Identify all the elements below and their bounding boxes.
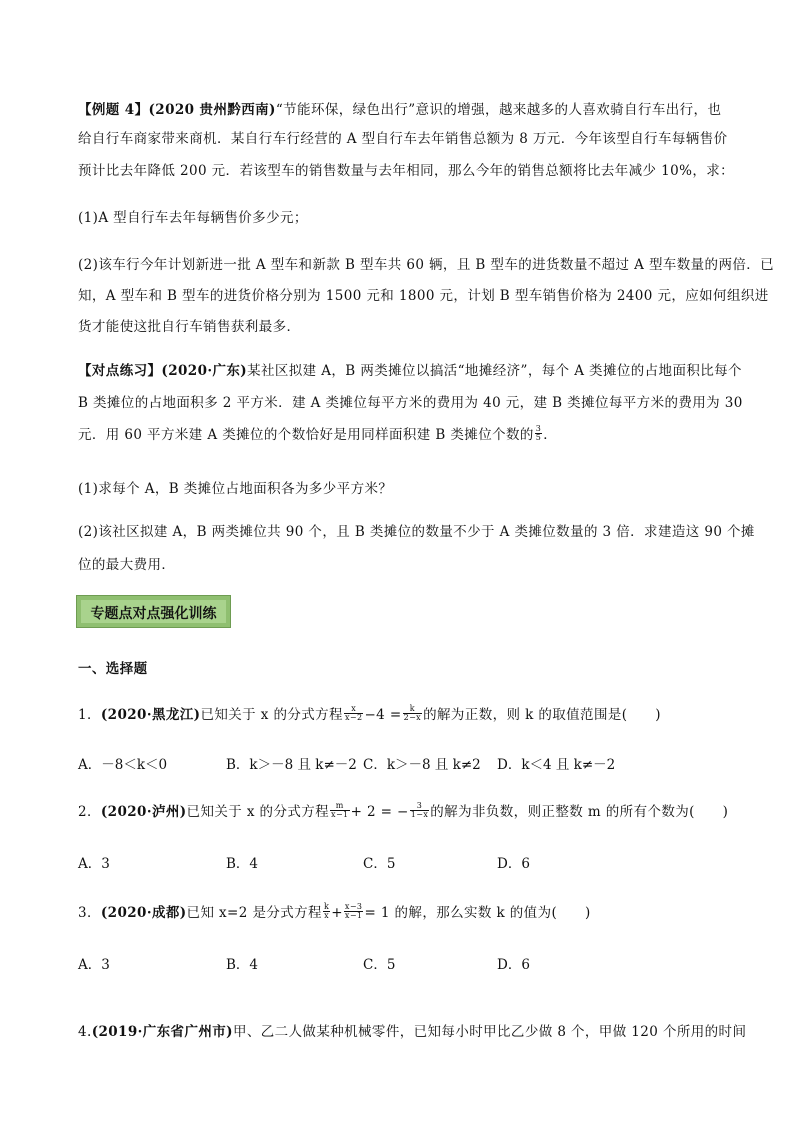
practice-question-2-line-2: 位的最大费用． [78, 557, 176, 573]
practice-question-1: (1)求每个 A，B 类摊位占地面积各为多少平方米？ [78, 481, 393, 497]
fraction-x-over-x-minus-2: $\frac{x}{x-2}$ [344, 704, 363, 722]
section-title: 一、选择题 [78, 661, 148, 677]
example-4-line-3: 预计比去年降低 200 元．若该型车的销售数量与去年相同，那么今年的销售总额将比去年减少 10%，求： [78, 163, 735, 179]
question-3-option-b: B．4 [226, 957, 259, 973]
example-source: (2020 贵州黔西南) [148, 102, 276, 118]
practice-line-1: 【对点练习】(2020·广东)某社区拟建 A，B 两类摊位以搞活“地摊经济”，每个 A 类摊位的占地面积比每个 [78, 363, 742, 379]
section-badge-text: 专题点对点强化训练 [90, 606, 217, 622]
fraction-x-minus-3-over-x-minus-1: $\frac{x-3}{x-1}$ [344, 902, 363, 920]
example-4-question-2-line-2: 知，A 型车和 B 型车的进货价格分别为 1500 元和 1800 元，计划 B 型车销售价格为 2400 元，应如何组织进 [78, 288, 769, 304]
question-3-option-d: D．6 [497, 957, 530, 973]
fraction-m-over-x-minus-1: $\frac{m}{x-1}$ [331, 801, 349, 819]
question-3-option-c: C．5 [363, 957, 396, 973]
question-2-option-a: A．3 [78, 856, 110, 872]
question-2-option-b: B．4 [226, 856, 259, 872]
example-4-question-1: (1)A 型自行车去年每辆售价多少元； [78, 210, 308, 226]
practice-line-3: 元．用 60 平方米建 A 类摊位的个数恰好是用同样面积建 B 类摊位个数的 $\frac{3}{5}$ ． [78, 424, 558, 443]
question-4: 4.(2019·广东省广州市)甲、乙二人做某种机械零件，已知每小时甲比乙少做 8 个，甲做 120 个所用的时间 [78, 1024, 747, 1040]
question-3: 3．(2020·成都)已知 x=2 是分式方程 $\frac{k}{x}$ + $\frac{x-3}{x-1}$ = 1 的解，那么实数 k 的值为( ) [78, 902, 591, 921]
example-4-question-2-line-3: 货才能使这批自行车销售获利最多． [78, 319, 301, 335]
question-2: 2．(2020·泸州)已知关于 x 的分式方程 $\frac{m}{x-1}$ + 2 = − $\frac{3}{1-x}$ 的解为非负数，则正整数 m 的所有个数为( ) [78, 801, 729, 820]
question-2-option-c: C．5 [363, 856, 396, 872]
example-4-line-1: 【例题 4】(2020 贵州黔西南)“节能环保，绿色出行”意识的增强，越来越多的人喜欢骑自行车出行，也 [78, 102, 722, 118]
example-4-question-2-line-1: (2)该车行今年计划新进一批 A 型车和新款 B 型车共 60 辆，且 B 型车的进货数量不超过 A 型车数量的两倍．已 [78, 257, 775, 273]
question-1-option-a: A．－8＜k＜0 [78, 757, 168, 773]
fraction-k-over-x: $\frac{k}{x}$ [323, 902, 330, 920]
question-1-option-d: D．k＜4 且 k≠－2 [497, 757, 616, 773]
question-1: 1．(2020·黑龙江)已知关于 x 的分式方程 $\frac{x}{x-2}$ −4 = $\frac{k}{2-x}$ 的解为正数，则 k 的取值范围是( ) [78, 704, 661, 723]
fraction-3-over-1-minus-x: $\frac{3}{1-x}$ [410, 801, 429, 819]
practice-source: (2020·广东) [161, 363, 248, 379]
section-badge [76, 595, 231, 628]
fraction-k-over-2-minus-x: $\frac{k}{2-x}$ [403, 704, 422, 722]
example-4-line-2: 给自行车商家带来商机．某自行车行经营的 A 型自行车去年销售总额为 8 万元．今年该型自行车每辆售价 [78, 131, 728, 147]
fraction-three-fifths: $\frac{3}{5}$ [535, 424, 542, 442]
example-label: 【例题 4】 [78, 102, 149, 118]
practice-question-2-line-1: (2)该社区拟建 A，B 两类摊位共 90 个，且 B 类摊位的数量不少于 A 类摊位数量的 3 倍．求建造这 90 个摊 [78, 524, 755, 540]
question-1-option-b: B．k＞－8 且 k≠－2 [226, 757, 357, 773]
question-3-option-a: A．3 [78, 957, 110, 973]
question-1-option-c: C．k＞－8 且 k≠2 [363, 757, 481, 773]
question-2-option-d: D．6 [497, 856, 530, 872]
practice-label: 【对点练习】 [78, 363, 162, 379]
practice-line-2: B 类摊位的占地面积多 2 平方米．建 A 类摊位每平方米的费用为 40 元，建 B 类摊位每平方米的费用为 30 [78, 395, 743, 411]
